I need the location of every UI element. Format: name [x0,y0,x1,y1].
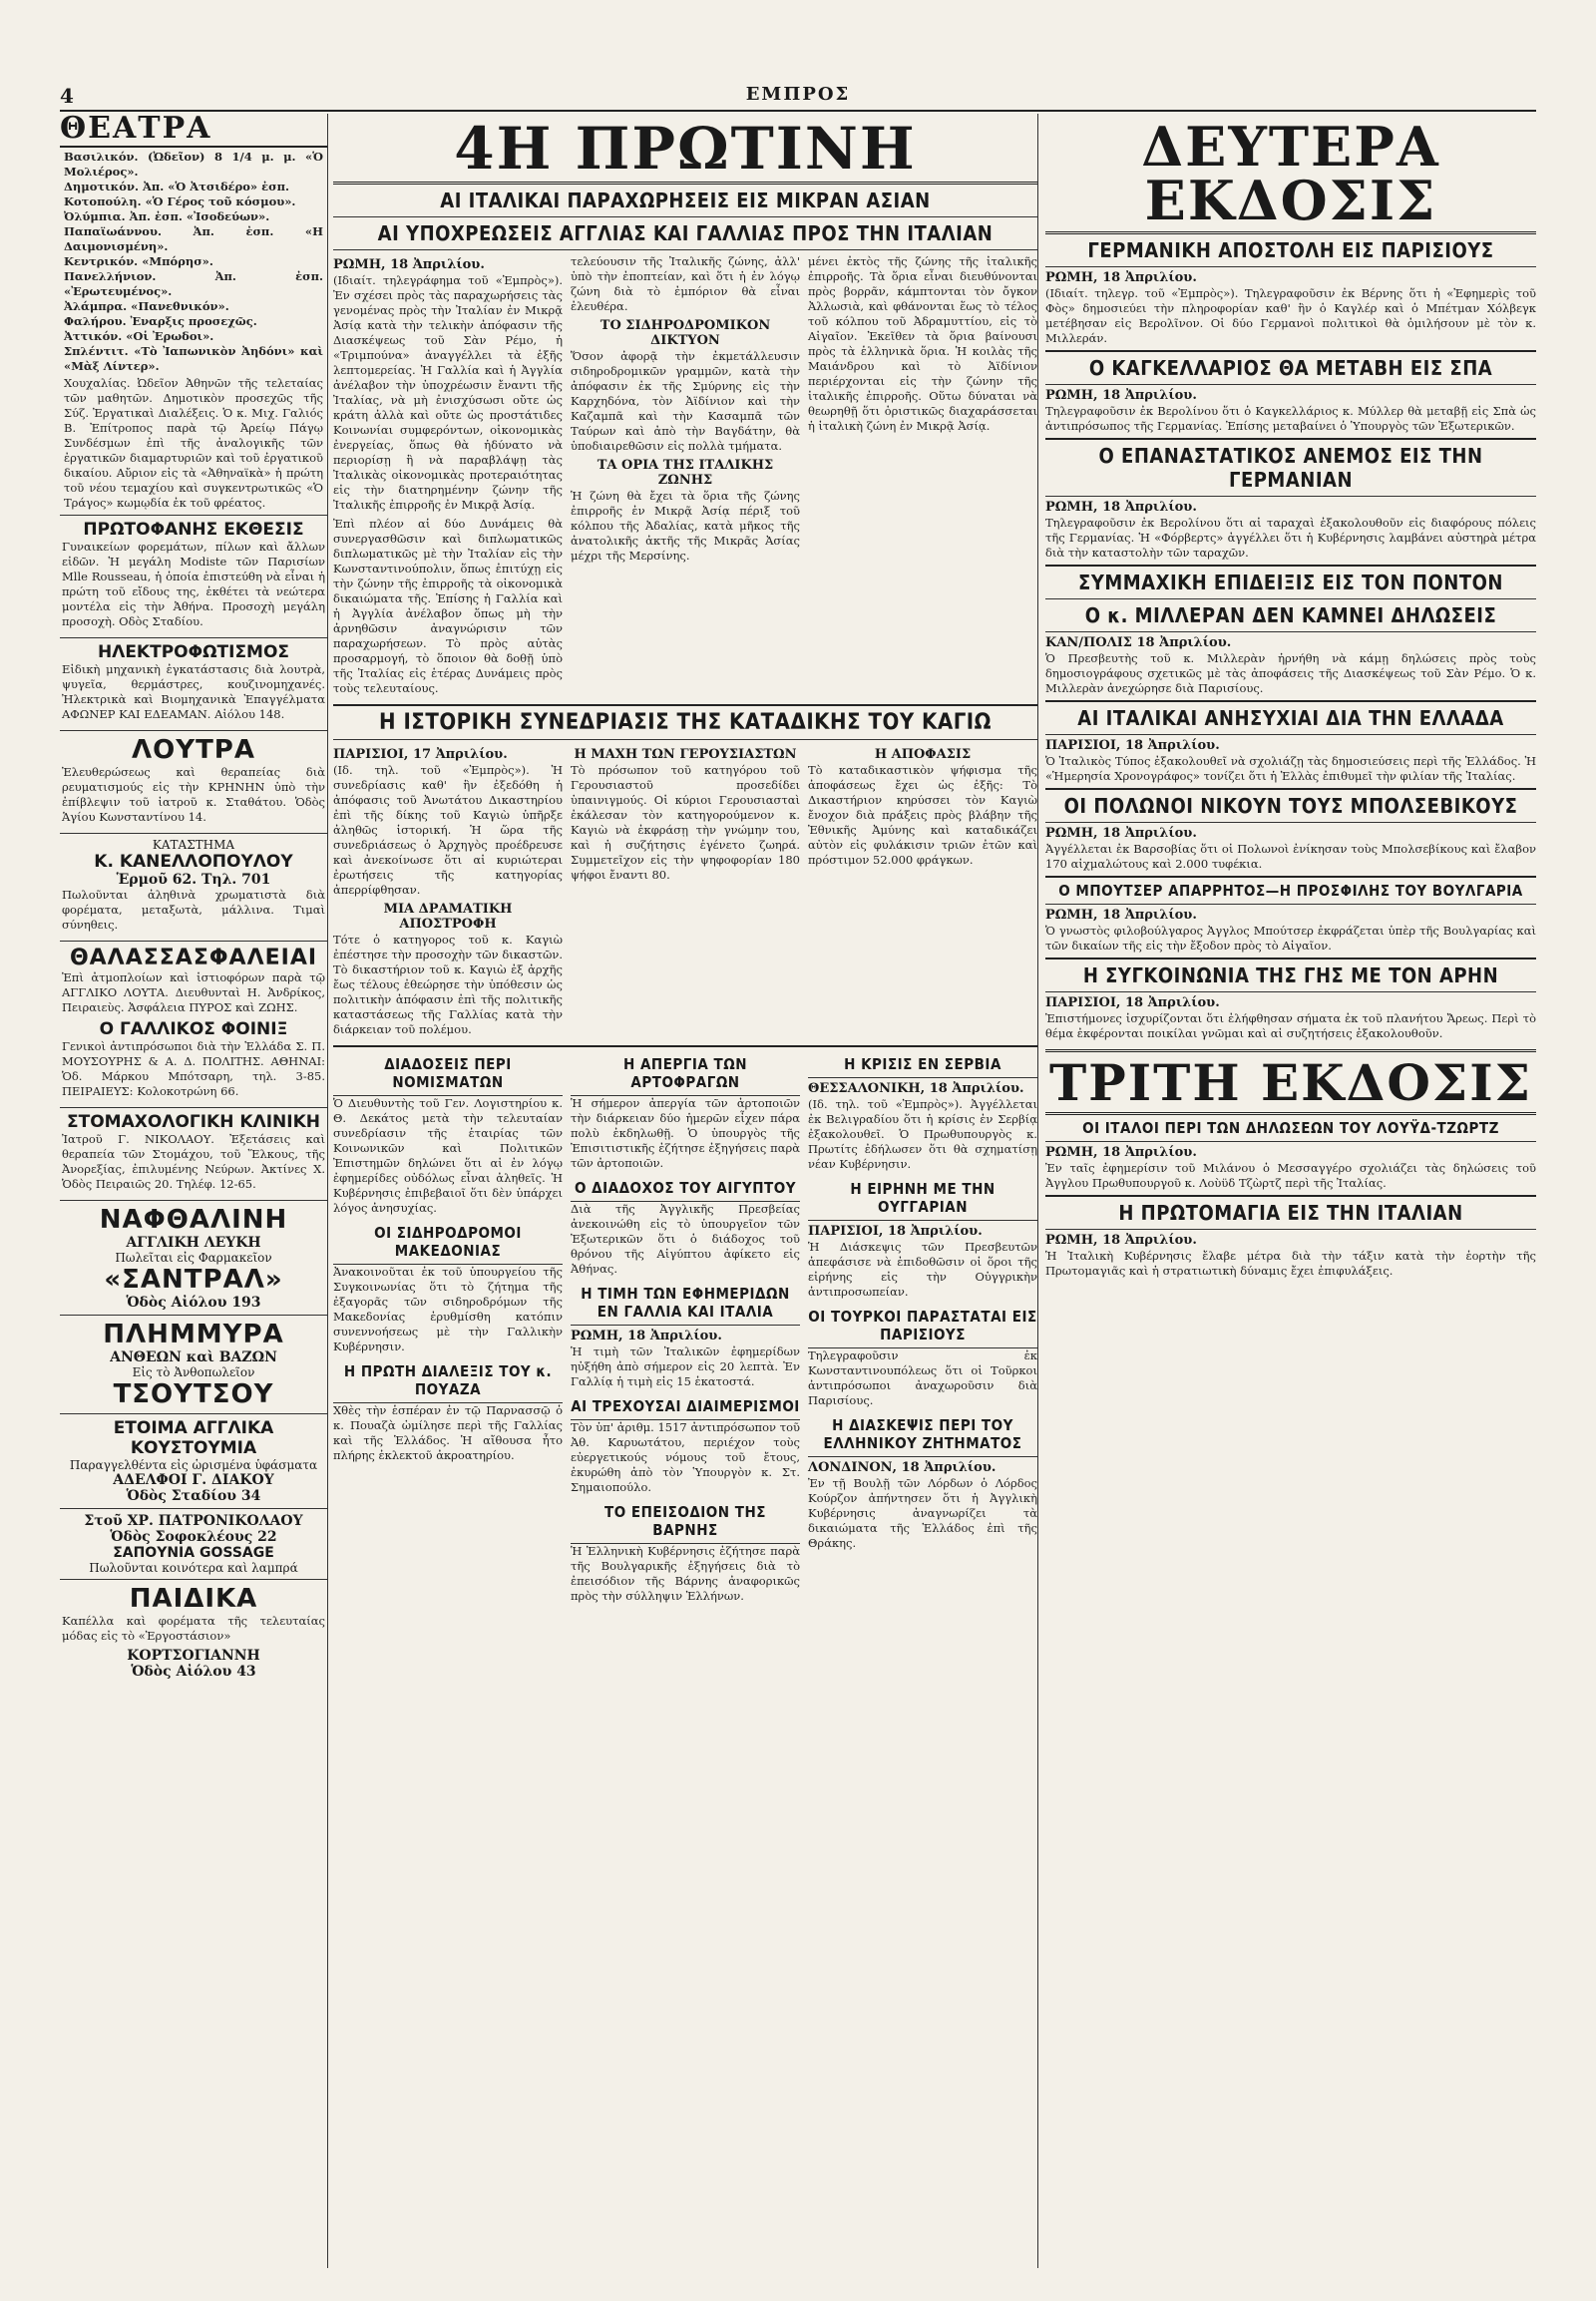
lloyd-george-headline: ΟΙ ΙΤΑΛΟΙ ΠΕΡΙ ΤΩΝ ΔΗΛΩΣΕΩΝ ΤΟΥ ΛΟΥΫΔ-ΤΖΩΡΤΖ [1045,1115,1536,1142]
etoima-brand: ΑΔΕΛΦΟΙ Γ. ΔΙΑΚΟΥ [113,1472,274,1488]
theatre-listing-line: Σπλέντιτ. «Τὸ Ἰαπωνικὸν Ἀηδόνι» καὶ «Μὰξ Λίντερ». [64,344,323,373]
lloyd-george-body: Ἐν ταῖς ἐφημερίσιν τοῦ Μιλάνου ὁ Μεσσαγγέρο σχολιάζει τὰς δηλώσεις τοῦ Ἀγγλου Πρωθυπουργοῦ κ. Λοὺϋδ Τζὼρτζ περὶ τῆς Ἰταλίας. [1045,1161,1536,1190]
theatre-listing-line: Φαλήρου. Ἐναρξις προσεχῶς. [64,314,257,328]
page-number: 4 [60,84,74,108]
loutra-title: ΛΟΥΤΡΑ [132,735,255,765]
plimmyra-body: Εἰς τὸ Ἀνθοπωλεῖον [132,1365,255,1379]
caillaux-story [333,740,1037,1045]
paidika-title: ΠΑΙΔΙΚΑ [129,1584,258,1614]
right-column [1045,114,1536,2268]
caillaux-headline: Η ΙΣΤΟΡΙΚΗ ΣΥΝΕΔΡΙΑΣΙΣ ΤΗΣ ΚΑΤΑΔΙΚΗΣ ΤΟΥ ΚΑΓΙΩ [333,704,1037,740]
egypt-body: Διὰ τῆς Ἀγγλικῆς Πρεσβείας ἀνεκοινώθη εἰς τὸ ὑπουργεῖον τῶν Ἐξωτερικῶν ὅτι ὁ διάδοχος τοῦ θρόνου τῆς Αἰγύπτου ἀφίκετο εἰς Ἀθήνας. [571,1202,800,1276]
theatra-listing [60,148,327,376]
patron-addr: Ὁδὸς Σοφοκλέους 22 [110,1529,277,1545]
ministries-body: Τὸν ὑπ' ἀριθμ. 1517 ἀντιπρόσωπον τοῦ Ἀθ. Καρυωτάτου, περιέχον τοὺς εὐεργετικούς νόμους τοῦ ἔτους, ἐκυρώθη ἀπὸ τὸν Ὑπουργὸν κ. Στ. Σημαιοπούλο. [571,1420,800,1494]
hungary-body: Ἡ Διάσκεψις τῶν Πρεσβευτῶν ἀπεφάσισε νὰ ἐπιδοθῶσιν οἱ ὅροι τῆς εἰρήνης εἰς τὴν Οὑγγρικὴν ἀντιπροσωπείαν. [808,1240,1037,1299]
boucher-body: Ὁ γνωστὸς φιλοβούλγαρος Ἀγγλος Μπούτσερ ἐκφράζεται ὑπὲρ τῆς Βουλγαρίας καὶ τῶν δικαίων τῆς εἰς τὴν ἔξοδον πρὸς τὸ Αἰγαῖον. [1045,924,1536,953]
poles-dateline: ΡΩΜΗ, 18 Ἀπριλίου. [1045,826,1197,841]
greek-question-headline: Η ΔΙΑΣΚΕΨΙΣ ΠΕΡΙ ΤΟΥ ΕΛΛΗΝΙΚΟΥ ΖΗΤΗΜΑΤΟΣ [808,1412,1037,1457]
turks-headline: ΟΙ ΤΟΥΡΚΟΙ ΠΑΡΑΣΤΑΤΑΙ ΕΙΣ ΠΑΡΙΣΙΟΥΣ [808,1304,1037,1348]
kanello-label: ΚΑΤΑΣΤΗΜΑ [152,838,235,852]
naftha-title: ΝΑΦΘΑΛΙΝΗ [99,1205,288,1235]
german-mission-dateline: ΡΩΜΗ, 18 Ἀπριλίου. [1045,270,1197,285]
chancellor-headline: Ο ΚΑΓΚΕΛΛΑΡΙΟΣ ΘΑ ΜΕΤΑΒΗ ΕΙΣ ΣΠΑ [1045,350,1536,385]
macedonia-rail-body: Ἀνακοινοῦται ἐκ τοῦ ὑπουργείου τῆς Συγκοινωνίας ὅτι τὸ ζήτημα τῆς ἐξαγορᾶς τῶν σιδηροδρόμων τῆς Μακεδονίας ἐρυθμίσθη κατόπιν συνεννοήσεως μὲ τὴν Γαλλικὴν Κυβέρνησιν. [333,1265,563,1353]
etoima-ad [60,1413,327,1508]
theatre-listing-line: Δημοτικόν. Ἀπ. «Ὁ Ἀτσιδέρο» ἐσπ. [64,180,290,193]
lead-body-4: Ὅσον ἀφορᾷ τὴν ἐκμετάλλευσιν σιδηροδρομικῶν γραμμῶν, κατὰ τὴν ἀπόφασιν ἐκ τῆς Σμύρνης εἰς τὴν Καρχηδόνα, τὸν Ἀϊδίνιον καὶ τὴν Καζαμπᾶ καὶ τὴν Κασαμπᾶ τῶν Ταύρων καὶ ἀπὸ τὴν Βαγδάτην, θὰ ὑποδιαιρεθῶσιν εἰς πολλὰ τμήματα. [571,349,800,453]
lead-body-6: μένει ἐκτὸς τῆς ζώνης τῆς ἰταλικῆς ἐπιρροῆς. Τὰ ὅρια εἶναι διευθύνονται πρὸς βορρᾶν, κάμπτονται τὸν ὄγκον Ἀλλωσιὰ, καὶ φθάνονται ἕως τὸ τέλος τοῦ κόλπου τοῦ Ἀδραμυττίου, εἰς τὸ Αἰγαῖον. Ἐκεῖθεν τὰ ὅρια βαίνουσι πρὸς τὰ ἑλληνικὰ ὅρια. Ἡ κοιλὰς τῆς Μαιάνδρου καὶ τὸ Ἀϊδίνιον περιέρχονται εἰς τὴν ζώνην τῆς ἰταλικῆς ἐπιρροῆς. Οὕτω δύναται νὰ θεωρηθῇ ὅτι ὁριστικῶς διαχαράσσεται ἡ ἰταλικὴ ζώνη ἐν Μικρᾷ Ἀσίᾳ. [808,254,1037,433]
kanello-body: Πωλοῦνται ἀληθινὰ χρωματιστὰ διὰ φορέματα, μεταξωτὰ, μάλλινα. Τιμαὶ σύνηθεις. [62,888,325,932]
mayday-body: Ἡ Ἰταλικὴ Κυβέρνησις ἔλαβε μέτρα διὰ τὴν τάξιν κατὰ τὴν ἑορτὴν τῆς Πρωτομαγιᾶς καὶ ἡ στρατιωτικὴ δύναμις ἔχει ἐπιφυλάξεις. [1045,1249,1536,1278]
tsoutsou-title: ΤΣΟΥΤΣΟΥ [113,1379,274,1409]
currency-headline: ΔΙΑΔΟΣΕΙΣ ΠΕΡΙ ΝΟΜΙΣΜΑΤΩΝ [333,1051,563,1096]
revolution-dateline: ΡΩΜΗ, 18 Ἀπριλίου. [1045,500,1197,515]
kanello-ad [60,833,327,941]
santral-title: «ΣΑΝΤΡΑΛ» [104,1265,283,1295]
sapounia-title: ΣΑΠΟΥΝΙΑ GOSSAGE [113,1545,274,1561]
deutera-title: ΔΕΥΤΕΡΑ ΕΚΔΟΣΙΣ [1045,114,1536,234]
serbia-dateline: ΘΕΣΣΑΛΟΝΙΚΗ, 18 Ἀπριλίου. [808,1081,1024,1096]
bottom-news [333,1045,1037,1608]
plimmyra-ad [60,1315,327,1413]
theatra-body: Χουχαλίας. Ὠδεῖον Ἀθηνῶν τῆς τελεταίας τῶν μαθητῶν. Δημοτικὸν προσεχῶς τῆς Σύζ. Ἐργατικαὶ Διαλέξεις. Ὁ κ. Μιχ. Γαλιός Β. Ἐπίτροπος παρὰ τῷ Ἀρείῳ Πάγῳ Συνδέσμων ἐπὶ τῆς ἀναλογικῆς τῶν ἐργατικῶν διαμαρτυριῶν καὶ τοῦ ἐργατικοῦ δικαίου. Αὔριον εἰς τὰ «Ἀθηναϊκὰ» ἡ πρώτη τοῦ νέου τεμαχίου καὶ συγκεντρωτικῶς «Ὁ Τράγος» κωμῳδία ἐκ τοῦ φρέατος. [64,376,323,510]
santral-addr: Ὁδὸς Αἰόλου 193 [126,1295,261,1311]
hungary-headline: Η ΕΙΡΗΝΗ ΜΕ ΤΗΝ ΟΥΓΓΑΡΙΑΝ [808,1176,1037,1221]
theatre-listing-line: Κοτοπούλη. «Ὁ Γέρος τοῦ κόσμου». [64,194,296,208]
thalassa-body: Ἐπὶ ἀτμοπλοίων καὶ ἱστιοφόρων παρὰ τῷ ΑΓΓΛΙΚΟ ΛΟΥΤΑ. Διευθυνταὶ Η. Ἀνδρίκος, Πειραιεὺς. Ἀσφάλεια ΠΥΡΟΣ καὶ ΖΩΗΣ. [62,970,325,1014]
mars-body: Ἐπιστήμονες ἰσχυρίζονται ὅτι ἐλήφθησαν σήματα ἐκ τοῦ πλανήτου Ἄρεως. Περὶ τὸ θέμα ἐκφέρονται ποικίλαι γνῶμαι καὶ αἱ συζητήσεις ἐξακολουθοῦν. [1045,1011,1536,1040]
lead-body-2: Ἐπὶ πλέον αἱ δύο Δυνάμεις θὰ συνεργασθῶσιν καὶ διπλωματικῶς διπλωματικῶς μὲ τὴν Ἰταλίαν εἰς τὴν Κωνσταντινούπολιν, ὅπως ἐπιτύχῃ εἰς τὴν ζώνην τῆς ἐπιρροῆς τὰ οἰκονομικὰ δικαιώματα τῆς. Ἐπίσης ἡ Γαλλία καὶ ἡ Ἀγγλία ἀνέλαβον ὅπως μὴ τὴν ἀρνηθῶσιν ἀναγνώρισιν τῶν παραχωρήσεων. Τὸ πρὸς αὐτὰς προσαρμογή, τὸ ὅποιον θὰ δοθῇ ὑπὸ τῆς Ἰταλίας εἰς ἑτέρας Δυνάμεις πρὸς τοὺς τελευταίους. [333,517,563,695]
caillaux-sub-3: Η ΑΠΟΦΑΣΙΣ [874,747,972,762]
etoima-title: ΕΤΟΙΜΑ ΑΓΓΛΙΚΑ ΚΟΥΣΤΟΥΜΙΑ [113,1418,274,1458]
mars-headline: Η ΣΥΓΚΟΙΝΩΝΙΑ ΤΗΣ ΓΗΣ ΜΕ ΤΟΝ ΑΡΗΝ [1045,958,1536,992]
thalassa-title: ΘΑΛΑΣΣΑΣΦΑΛΕΙΑΙ [69,946,318,970]
railway-subhead: ΤΟ ΣΙΔΗΡΟΔΡΟΜΙΚΟΝ ΔΙΚΤΥΟΝ [599,318,771,348]
theatra-title: ΘΕΑΤΡΑ [60,114,327,148]
egypt-headline: Ο ΔΙΑΔΟΧΟΣ ΤΟΥ ΑΙΓΥΠΤΟΥ [571,1175,800,1202]
millerand-headline: Ο κ. ΜΙΛΛΕΡΑΝ ΔΕΝ ΚΑΜΝΕΙ ΔΗΛΩΣΕΙΣ [1045,599,1536,632]
boucher-headline: Ο ΜΠΟΥΤΣΕΡ ΑΠΑΡΡΗΤΟΣ—Η ΠΡΟΣΦΙΛΗΣ ΤΟΥ ΒΟΥΛΓΑΡΙΑ [1045,876,1536,905]
thalassa-ad [60,941,327,1107]
theatre-listing-line: Ἀττικόν. «Οἱ Ἐρωδοι». [64,329,214,343]
korts-addr: Ὁδὸς Αἰόλου 43 [131,1664,256,1680]
mayday-headline: Η ΠΡΩΤΟΜΑΓΙΑ ΕΙΣ ΤΗΝ ΙΤΑΛΙΑΝ [1045,1195,1536,1230]
plimmyra-title: ΠΛΗΜΜΥΡΑ [103,1320,284,1349]
paper-name: ΕΜΠΡΟΣ [745,84,851,105]
sapounia-sub: Πωλοῦνται κοινότερα καὶ λαμπρά [89,1561,298,1575]
theatre-listing-line: Ὀλύμπια. Ἀπ. ἐσπ. «Ἰσοδεύων». [64,209,270,223]
naftha-sub: ΑΓΓΛΙΚΗ ΛΕΥΚΗ [126,1235,261,1251]
ministries-headline: ΑΙ ΤΡΕΧΟΥΣΑΙ ΔΙΑΙΜΕΡΙΣΜΟΙ [571,1393,800,1420]
left-column [60,114,328,2268]
newspaper-price-body: Ἡ τιμὴ τῶν Ἰταλικῶν ἐφημερίδων ηὐξήθη ἀπὸ σήμερον εἰς 20 λεπτὰ. Ἐν Γαλλίᾳ ἡ τιμὴ εἰς 15 ἑκατοστά. [571,1344,800,1388]
greek-question-dateline: ΛΟΝΔΙΝΟΝ, 18 Ἀπριλίου. [808,1460,997,1475]
serbia-body: (Ιδ. τηλ. τοῦ «Ἐμπρὸς»). Ἀγγέλλεται ἐκ Βελιγραδίου ὅτι ἡ κρίσις ἐν Σερβίᾳ ἐξακολουθεῖ. Ὁ Πρωθυπουργὸς κ. Πρωτίτς ἐδήλωσεν ὅτι θὰ σχηματίσῃ νέαν Κυβέρνησιν. [808,1097,1037,1171]
theatre-listing-line: Κεντρικόν. «Μπόρησ». [64,254,213,268]
millerand-body: Ὁ Πρεσβευτὴς τοῦ κ. Μιλλερὰν ἠρνήθη νὰ κάμῃ δηλώσεις πρὸς τοὺς δημοσιογράφους σχετικῶς μὲ τὰς ἀποφάσεις τῆς Διασκέψεως τοῦ Σὰν Ρέμο. Ὁ κ. Μιλλερὰν ἀνεχώρησε διὰ Παρισίους. [1045,651,1536,695]
caillaux-body-3: Τὸ πρόσωπον τοῦ κατηγόρου τοῦ Γερουσιαστοῦ προσεδίδει ὑπαινιγμούς. Οἱ κύριοι Γερουσιασταὶ ἐκάλεσαν τὸν κατηγορούμενον κ. Καγιὼ νὰ ἐκφράσῃ τὴν γνώμην του, καὶ ἡ συζήτησις ἐγένετο ζωηρά. Συμμετεῖχον εἰς τὴν ψηφοφορίαν 180 ψήφοι ἔναντι 80. [571,763,800,882]
ilektro-title: ΗΛΕΚΤΡΟΦΩΤΙΣΜΟΣ [97,642,290,662]
varna-body: Ἡ Ἑλληνικὴ Κυβέρνησις ἐζήτησε παρὰ τῆς Βουλγαρικῆς ἐξηγήσεις διὰ τὸ ἐπεισόδιον τῆς Βάρνης ἀναφορικῶς πρὸς τὴν σύλληψιν Ἑλλήνων. [571,1544,800,1603]
theatre-listing-line: Πανελλήνιον. Ἀπ. ἐσπ. «Ἐρωτευμένος». [64,269,323,298]
triti-title: ΤΡΙΤΗ ΕΚΔΟΣΙΣ [1045,1049,1536,1115]
caillaux-body-2: Τότε ὁ κατηγορος τοῦ κ. Καγιὼ ἐπέστησε τὴν προσοχὴν τῶν δικαστῶν. Τὸ δικαστήριον τοῦ κ. Καγιὼ ἐξ ἀρχῆς ἔως τέλους ἐθεώρησε τὴν ὑπόθεσιν ὡς πολιτικὴν ἀπόφασιν ἐπὶ τῆς πολιτικῆς καταστάσεως τῆς Γαλλίας κατὰ τὴν διάρκειαν τοῦ πολέμου. [333,933,563,1036]
macedonia-rail-headline: ΟΙ ΣΙΔΗΡΟΔΡΟΜΟΙ ΜΑΚΕΔΟΝΙΑΣ [333,1220,563,1265]
currency-body: Ὁ Διευθυντὴς τοῦ Γεν. Λογιστηρίου κ. Θ. Δεκάτος μετὰ τὴν τελευταίαν συνεδρίασιν τῆς ἑταιρίας τῶν Κοινωνικῶν καὶ Πολιτικῶν Ἐπιστημῶν δηλώνει ὅτι αἱ ἐν λόγῳ ἐφημερίδες οὐδόλως εἶναι ἀληθεῖς. Ἡ Κυβέρνησις ἐπιβεβαιοῖ ὅτι δὲν ὑπάρχει λόγος ἀνησυχίας. [333,1096,563,1215]
paidika-body: Καπέλλα καὶ φορέματα τῆς τελευταίας μόδας εἰς τὸ «Ἐργοστάσιον» [62,1614,325,1643]
german-mission-body: (Ιδιαίτ. τηλεγρ. τοῦ «Ἐμπρὸς»). Τηλεγραφοῦσιν ἐκ Βέρνης ὅτι ἡ «Ἐφημερὶς τοῦ Φὸς» δημοσιεύει τὴν πληροφορίαν καθ' ἣν ὁ Καγλέρ καὶ ὁ Μπέτμαν Χόλβεγκ μετέβησαν εἰς Βερολῖνον. Οἱ δύο Γερμανοὶ πολιτικοὶ θὰ ὁμιλήσουν μὲ τὸν κ. Μιλλεράν. [1045,286,1536,345]
plimmyra-sub: ΑΝΘΕΩΝ καὶ ΒΑΖΩΝ [110,1349,277,1365]
lead-body-5: Ἡ ζώνη θὰ ἔχει τὰ ὅρια τῆς ζώνης ἐπιρροῆς ἐν Μικρᾷ Ἀσίᾳ πέριξ τοῦ κόλπου τῆς Ἀδαλίας, κατὰ μῆκος τῆς ἀνατολικῆς ἀκτῆς τῆς Μικρᾶς Ἀσίας μέχρι τῆς Μερσίνης. [571,489,800,563]
ilektro-ad [60,637,327,730]
poles-headline: ΟΙ ΠΟΛΩΝΟΙ ΝΙΚΟΥΝ ΤΟΥΣ ΜΠΟΛΣΕΒΙΚΟΥΣ [1045,788,1536,823]
hungary-dateline: ΠΑΡΙΣΙΟΙ, 18 Ἀπριλίου. [808,1224,983,1239]
lead-body-1: (Ιδιαίτ. τηλεγράφημα τοῦ «Ἐμπρὸς»). Ἐν σχέσει πρὸς τὰς παραχωρήσεις τὰς γενομένας πρὸς τὴν Ἰταλίαν ἐν Μικρᾷ Ἀσίᾳ κατὰ τὴν τελικὴν ἀπόφασιν τῆς Διασκέψεως τοῦ Σὰν Ρέμο, ἡ «Τριμπούνα» ἀναγγέλλει τὰ ἑξῆς λεπτομερείας. Ἡ Γαλλία καὶ ἡ Ἀγγλία ἀνέλαβον τὴν ὑποχρέωσιν ἔναντι τῆς Ἰταλίας, νὰ μὴ ἐνισχύσωσι οὔτε ὡς κράτη ἀλλὰ καὶ οὔτε ὡς προστάτιδες Κοινωνίαι συμφερόντων, οἰκονομικὰς ἐνεργείας, ὅπως θὰ ἠδύνατο νὰ περιορίσῃ ἢ νὰ παραβλάψῃ τὰς Ἰταλικὰς οἰκονομικὰς προτεραιότητας εἰς τὴν διατηρημένην ζώνην τῆς Ἰταλικῆς ἐπιρροῆς ἐν Μικρᾷ Ἀσίᾳ. [333,273,563,512]
millerand-dateline: ΚΑΝ/ΠΟΛΙΣ 18 Ἀπριλίου. [1045,635,1232,650]
stomaxo-body: Ἰατροῦ Γ. ΝΙΚΟΛΑΟΥ. Ἐξετάσεις καὶ θεραπεία τῶν Στομάχου, τοῦ Ἕλκους, τῆς Ἀνορεξίας, ἐπιλυμένης Νεύρων. Ἀκτίνες Χ. Ὁδὸς Πειραιῶς 20. Τηλέφ. 12-65. [62,1132,325,1191]
caillaux-body-4: Τὸ καταδικαστικὸν ψήφισμα τῆς ἀποφάσεως ἔχει ὡς ἑξῆς: Τὸ Δικαστήριον κηρύσσει τὸν Καγιὼ ἔνοχον διὰ πράξεις πρὸς βλάβην τῆς Ἐθνικῆς Ἀμύνης καὶ καταδικάζει αὐτὸν εἰς φυλάκισιν τριῶν ἐτῶν καὶ πρόστιμον 52.000 φράγκων. [808,763,1037,867]
kanello-addr: Ἑρμοῦ 62. Τηλ. 701 [116,872,271,888]
bakers-strike-body: Ἡ σήμερον ἀπεργία τῶν ἀρτοποιῶν τὴν διάρκειαν δύο ἡμερῶν εἶχεν πάρα πολὺ ἐκδηλωθῇ. Ὁ ὑπουργὸς τῆς Ἐπισιτιστικῆς ἐζήτησε ἐξηγήσεις παρὰ τῶν ἀρτοποιῶν. [571,1096,800,1170]
bakers-strike-headline: Η ΑΠΕΡΓΙΑ ΤΩΝ ΑΡΤΟΦΡΑΓΩΝ [571,1051,800,1096]
ekthesis-ad [60,515,327,637]
newspaper-price-headline: Η ΤΙΜΗ ΤΩΝ ΕΦΗΜΕΡΙΔΩΝ ΕΝ ΓΑΛΛΙΑ ΚΑΙ ΙΤΑΛΙΑ [571,1281,800,1326]
greek-question-body: Ἐν τῇ Βουλῇ τῶν Λόρδων ὁ Λόρδος Κούρζον ἀπήντησεν ὅτι ἡ Ἀγγλικὴ Κυβέρνησις ἀναγνωρίζει τὰ δικαιώματα τῆς Ἑλλάδος ἐπὶ τῆς Θράκης. [808,1476,1037,1550]
theatre-listing-line: Παπαϊωάννου. Ἀπ. ἐσπ. «Η Δαιμονισμένη». [64,224,323,253]
boucher-dateline: ΡΩΜΗ, 18 Ἀπριλίου. [1045,908,1197,923]
lecture-body: Χθὲς τὴν ἑσπέραν ἐν τῷ Παρνασσῷ ὁ κ. Πουαζὰ ὡμίλησε περὶ τῆς Γαλλίας καὶ τῆς Ἑλλάδος. Ἡ αἴθουσα ἦτο πλήρης ἐκλεκτοῦ ἀκροατηρίου. [333,1403,563,1462]
borders-subhead: ΤΑ ΟΡΙΑ ΤΗΣ ΙΤΑΛΙΚΗΣ ΖΩΝΗΣ [597,458,774,488]
varna-headline: ΤΟ ΕΠΕΙΣΟΔΙΟΝ ΤΗΣ ΒΑΡΝΗΣ [571,1499,800,1544]
chancellor-body: Τηλεγραφοῦσιν ἐκ Βερολίνου ὅτι ὁ Καγκελλάριος κ. Μύλλερ θὰ μεταβῇ εἰς Σπὰ ὡς ἀντιπρόσωπος τῆς Γερμανίας. Ἐπίσης μεταβαίνει ὁ Ὑπουργὸς τῶν Ἐξωτερικῶν. [1045,404,1536,433]
foinix-title: Ο ΓΑΛΛΙΚΟΣ ΦΟΙΝΙΞ [99,1019,288,1039]
italian-worries-body: Ὁ Ἰταλικὸς Τύπος ἐξακολουθεῖ νὰ σχολιάζῃ τὰς δημοσιεύσεις περὶ τῆς Ἑλλάδος. Ἡ «Ἡμερησία Χρονογράφος» τονίζει ὅτι ἡ Ἑλλὰς ἐπιθυμεῖ τὴν φιλίαν τῆς Ἰταλίας. [1045,754,1536,783]
foinix-body: Γενικοὶ ἀντιπρόσωποι διὰ τὴν Ἑλλάδα Σ. Π. ΜΟΥΣΟΥΡΗΣ & Α. Δ. ΠΟΛΙΤΗΣ. ΑΘΗΝΑΙ: Ὁδ. Μάρκου Μπότσαρη, τηλ. 3-85. ΠΕΙΡΑΙΕΥΣ: Κολοκοτρώνη 66. [62,1039,325,1098]
theatre-listing-line: Βασιλικόν. (Ὠδεῖον) 8 1/4 μ. μ. «Ὁ Μολιέρος». [64,150,323,179]
masthead [60,84,1536,112]
caillaux-sub-2: Η ΜΑΧΗ ΤΩΝ ΓΕΡΟΥΣΙΑΣΤΩΝ [574,747,797,762]
naftha-ad [60,1200,327,1315]
protini-title: 4Η ΠΡΩΤΙΝΗ [333,114,1037,185]
poles-body: Ἀγγέλλεται ἐκ Βαρσοβίας ὅτι οἱ Πολωνοὶ ἐνίκησαν τοὺς Μπολσεβίκους καὶ ἔλαβον 170 αἰχμαλώτους καὶ 2.000 τυφέκια. [1045,842,1536,871]
lead-body-3: τελεύουσιν τῆς Ἰταλικῆς ζώνης, ἀλλ' ὑπὸ τὴν ἐποπτείαν, καὶ ὅτι ἡ ἐν λόγῳ ζώνη διὰ τὸ ἐμπόριον θὰ εἶναι ἐλευθέρα. [571,254,800,313]
naftha-body: Πωλεῖται εἰς Φαρμακεῖον [115,1251,272,1265]
kanello-name: Κ. ΚΑΝΕΛΛΟΠΟΥΛΟΥ [94,852,293,872]
lloyd-george-dateline: ΡΩΜΗ, 18 Ἀπριλίου. [1045,1145,1197,1160]
korts-title: ΚΟΡΤΣΟΓΙΑΝΝΗ [127,1648,260,1664]
revolution-body: Τηλεγραφοῦσιν ἐκ Βερολίνου ὅτι αἱ ταραχαὶ ἐξακολουθοῦν εἰς διαφόρους πόλεις τῆς Γερμανίας. Ἡ «Φόρβερτς» ἀγγέλλει ὅτι ἡ Κυβέρνησις λαμβάνει αὐστηρὰ μέτρα διὰ τὴν καταστολὴν τῶν ταραχῶν. [1045,516,1536,560]
obligations-headline: ΑΙ ΥΠΟΧΡΕΩΣΕΙΣ ΑΓΓΛΙΑΣ ΚΑΙ ΓΑΛΛΙΑΣ ΠΡΟΣ ΤΗΝ ΙΤΑΛΙΑΝ [333,217,1037,250]
patron-title: Στοῦ ΧΡ. ΠΑΤΡΟΝΙΚΟΛΑΟΥ [84,1513,303,1529]
ekthesis-title: ΠΡΩΤΟΦΑΝΗΣ ΕΚΘΕΣΙΣ [83,520,304,540]
loutra-ad [60,730,327,833]
loutra-body: Ἐλευθερώσεως καὶ θεραπείας διὰ ρευματισμούς εἰς τὴν ΚΡΗΝΗΝ ὑπὸ τὴν ἐπίβλεψιν τοῦ ἰατροῦ κ. Σταθάτου. Ὁδὸς Ἁγίου Κωνσταντίνου 14. [62,765,325,824]
etoima-sub: Παραγγελθέντα εἰς ὡρισμένα ὑφάσματα [69,1458,318,1472]
ekthesis-body: Γυναικείων φορεμάτων, πίλων καὶ ἄλλων εἰδῶν. Ἡ μεγάλη Modiste τῶν Παρισίων Mlle Rousseau, ἡ ὁποία ἐπιστεύθη νὰ εἶναι ἡ πρώτη τοῦ εἴδους της, ἐκθέτει τὰ νεώτερα μοντέλα εἰς τὴν Ἀθήνα. Προσοχὴ μεγάλη προσοχὴ. Οδὸς Σταδίου. [62,540,325,628]
lead-dateline: ΡΩΜΗ, 18 Ἀπριλίου. [333,257,485,272]
italian-worries-dateline: ΠΑΡΙΣΙΟΙ, 18 Ἀπριλίου. [1045,738,1220,753]
caillaux-body-1: (Ιδ. τηλ. τοῦ «Ἐμπρὸς»). Ἡ συνεδρίασις καθ' ἣν ἐξεδόθη ἡ ἀπόφασις τοῦ Ἀνωτάτου Δικαστηρίου ἐπὶ τῆς δίκης τοῦ Καγιὼ ὑπῆρξε ἀληθῶς ἱστορική. Ἡ ὥρα τῆς συνεδριάσεως ὁ Ἀρχηγὸς προέδρευσε καὶ ἀνεκοίνωσε ὅτι αἱ κυριώτεραι ἐρωτήσεις τῆς κατηγορίας ἀπερρίφθησαν. [333,763,563,897]
pontus-headline: ΣΥΜΜΑΧΙΚΗ ΕΠΙΔΕΙΞΙΣ ΕΙΣ ΤΟΝ ΠΟΝΤΟΝ [1045,565,1536,599]
newspaper-price-dateline: ΡΩΜΗ, 18 Ἀπριλίου. [571,1329,722,1343]
caillaux-dateline: ΠΑΡΙΣΙΟΙ, 17 Ἀπριλίου. [333,747,508,762]
paidika-ad [60,1579,327,1684]
italian-concessions-headline: ΑΙ ΙΤΑΛΙΚΑΙ ΠΑΡΑΧΩΡΗΣΕΙΣ ΕΙΣ ΜΙΚΡΑΝ ΑΣΙΑΝ [333,185,1037,217]
revolution-headline: Ο ΕΠΑΝΑΣΤΑΤΙΚΟΣ ΑΝΕΜΟΣ ΕΙΣ ΤΗΝ ΓΕΡΜΑΝΙΑΝ [1045,438,1536,497]
german-mission-headline: ΓΕΡΜΑΝΙΚΗ ΑΠΟΣΤΟΛΗ ΕΙΣ ΠΑΡΙΣΙΟΥΣ [1045,234,1536,267]
stomaxo-title: ΣΤΟΜΑΧΟΛΟΓΙΚΗ ΚΛΙΝΙΚΗ [67,1112,320,1132]
patron-ad [60,1508,327,1579]
serbia-headline: Η ΚΡΙΣΙΣ ΕΝ ΣΕΡΒΙΑ [808,1051,1037,1078]
center-column [333,114,1038,2268]
stomaxo-ad [60,1107,327,1200]
italian-worries-headline: ΑΙ ΙΤΑΛΙΚΑΙ ΑΝΗΣΥΧΙΑΙ ΔΙΑ ΤΗΝ ΕΛΛΑΔΑ [1045,700,1536,735]
mayday-dateline: ΡΩΜΗ, 18 Ἀπριλίου. [1045,1233,1197,1248]
etoima-addr: Ὁδὸς Σταδίου 34 [126,1488,261,1504]
chancellor-dateline: ΡΩΜΗ, 18 Ἀπριλίου. [1045,388,1197,403]
ilektro-body: Εἰδικὴ μηχανικὴ ἐγκατάστασις διὰ λουτρὰ, ψυγεῖα, θερμάστρες, κουζινομηχανές. Ἠλεκτρικὰ καὶ Βιομηχανικὰ Ἐπαγγέλματα ΑΦΩΝΕΡ ΚΑΙ ΕΔΕΑΜΑΝ. Αἰόλου 148. [62,662,325,721]
caillaux-sub-1: ΜΙΑ ΔΡΑΜΑΤΙΚΗ ΑΠΟΣΤΡΟΦΗ [383,902,513,932]
lecture-headline: Η ΠΡΩΤΗ ΔΙΑΛΕΞΙΣ ΤΟΥ κ. ΠΟΥΑΖΑ [333,1358,563,1403]
mars-dateline: ΠΑΡΙΣΙΟΙ, 18 Ἀπριλίου. [1045,995,1220,1010]
theatre-listing-line: Ἀλάμπρα. «Πανεθνικόν». [64,299,229,313]
lead-story [333,250,1037,704]
turks-body: Τηλεγραφοῦσιν ἐκ Κωνσταντινουπόλεως ὅτι οἱ Τοῦρκοι ἀντιπρόσωποι ἀναχωροῦσιν διὰ Παρισίους. [808,1348,1037,1407]
